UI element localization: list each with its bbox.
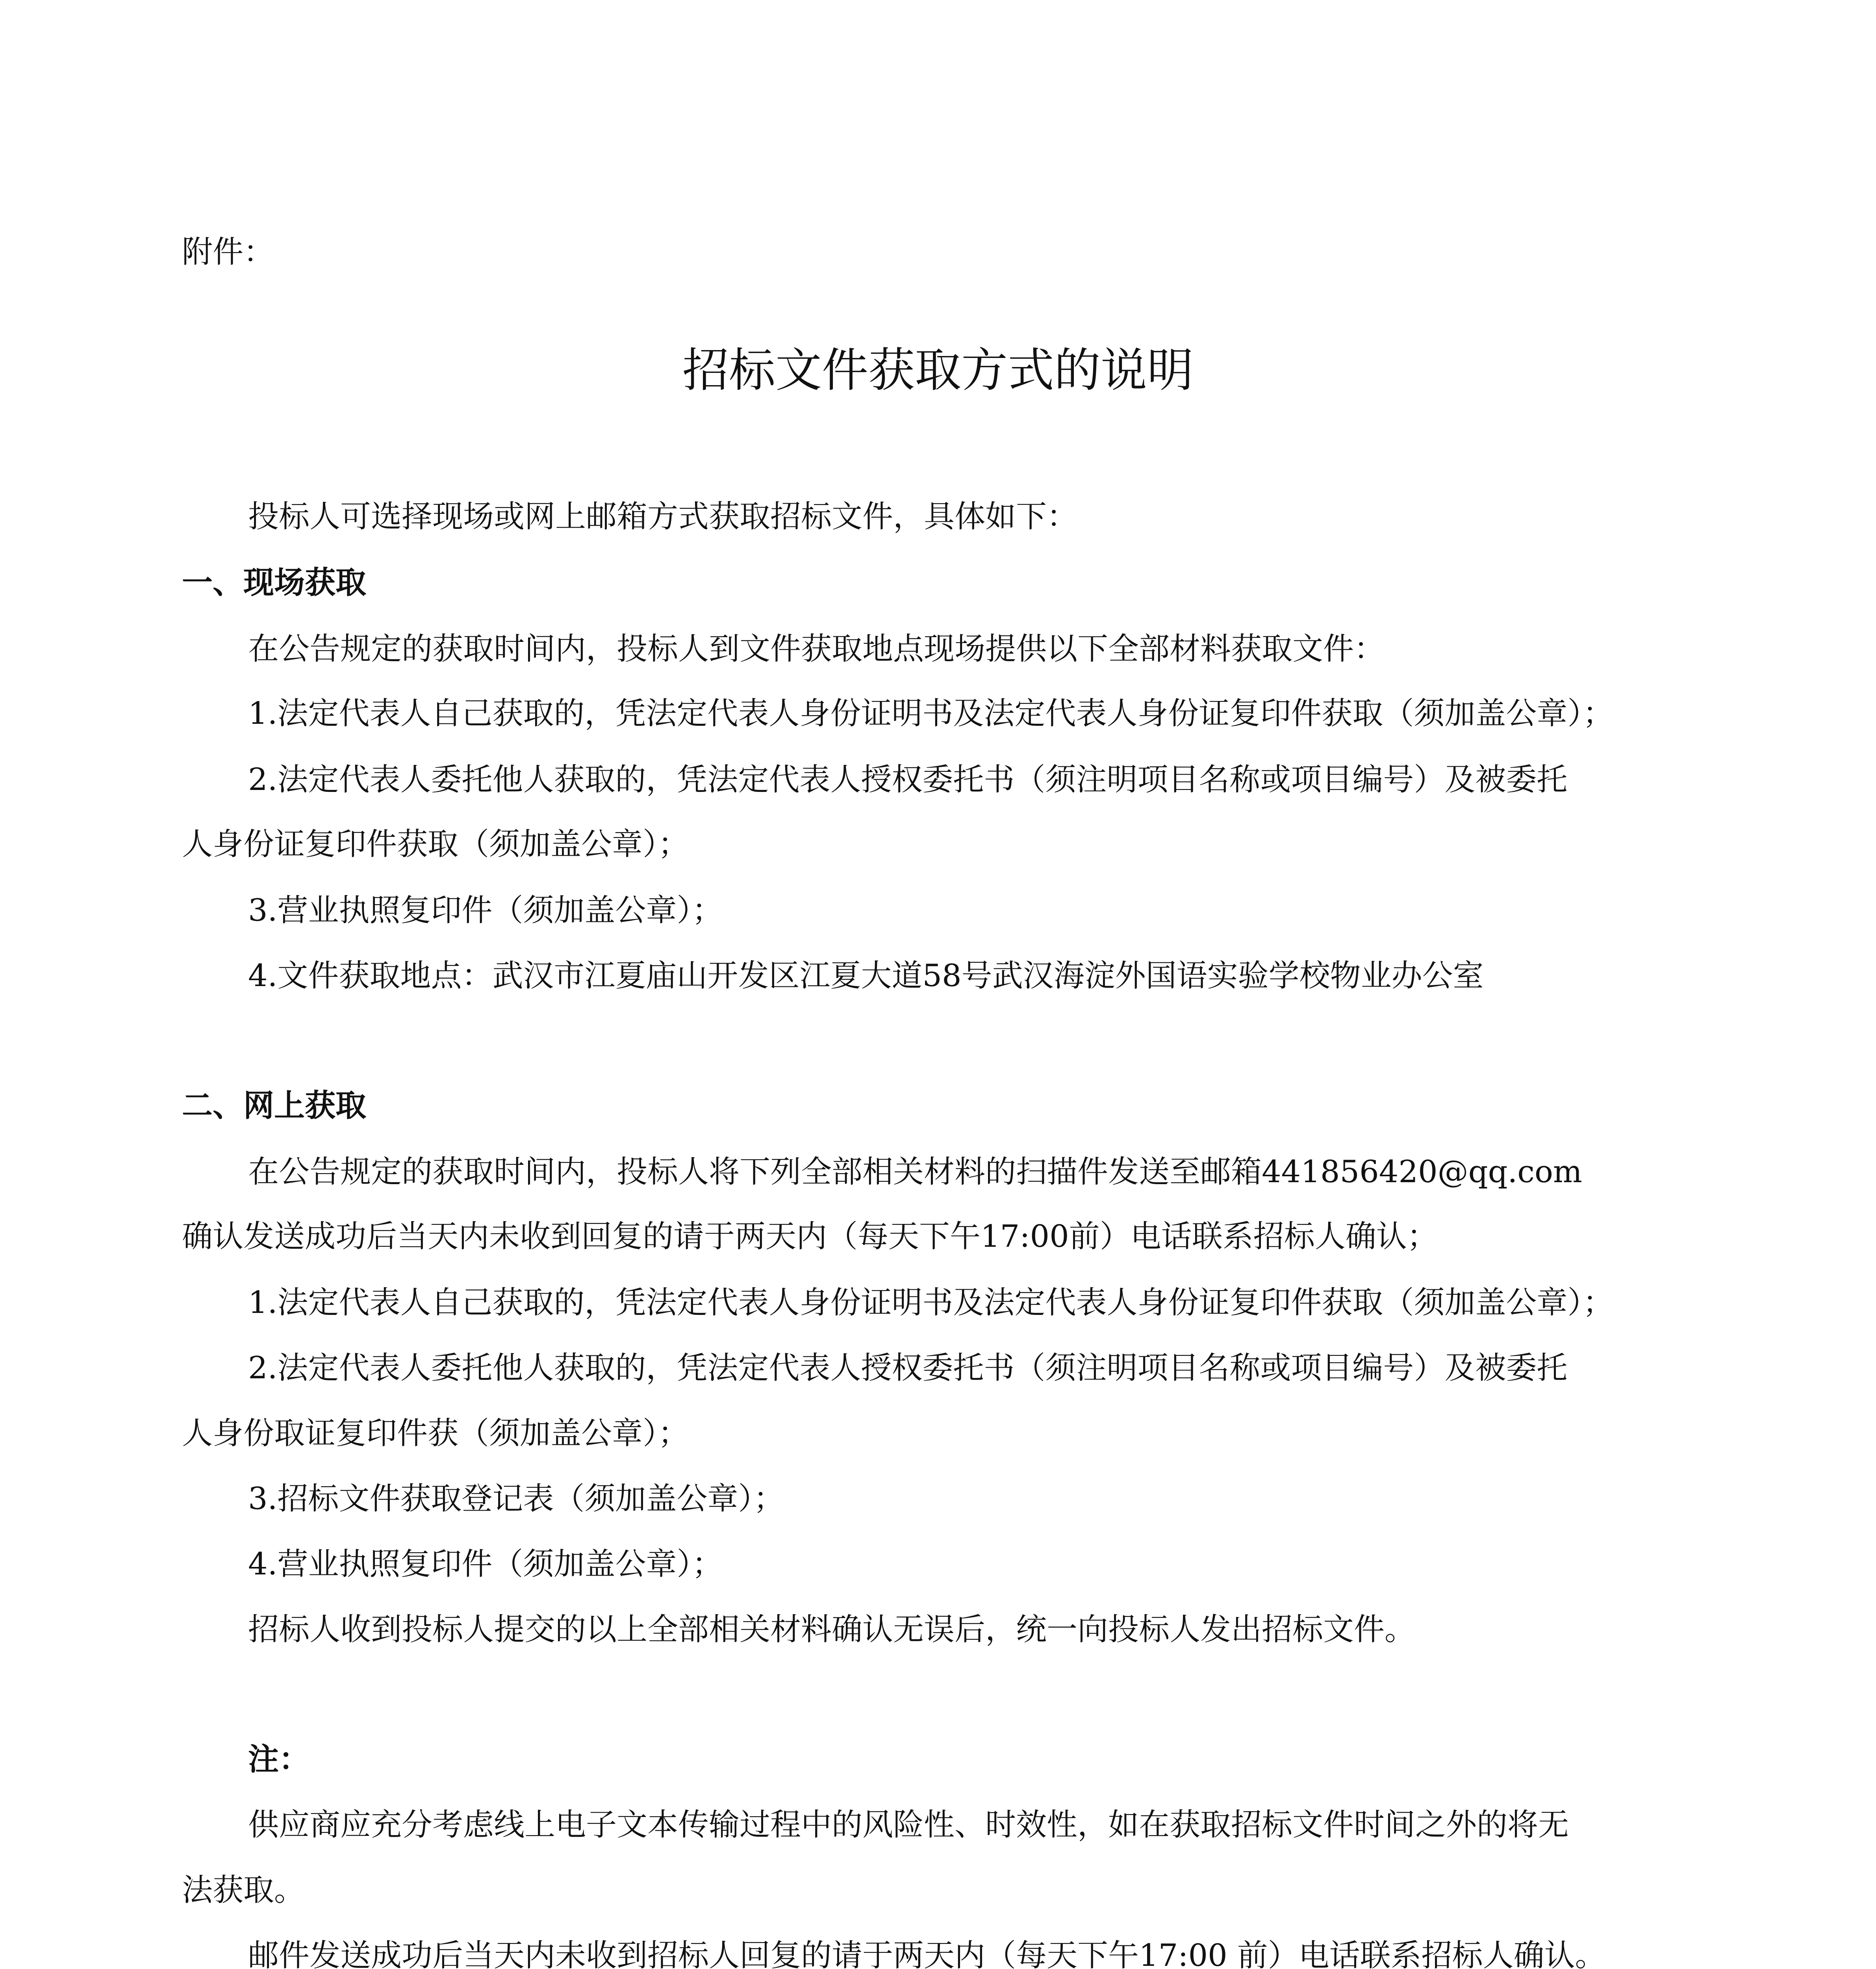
section-onsite-lead: 在公告规定的获取时间内，投标人到文件获取地点现场提供以下全部材料获取文件： (248, 631, 1385, 667)
section-onsite-item-1: 1.法定代表人自己获取的，凭法定代表人身份证明书及法定代表人身份证复印件获取（须加盖公章）； (248, 696, 1614, 731)
section-onsite-item-4: 4.文件获取地点：武汉市江夏庙山开发区江夏大道58号武汉海淀外国语实验学校物业办公室 (248, 958, 1484, 994)
section-online-heading: 二、网上获取 (182, 1088, 367, 1124)
note-1-line-1: 供应商应充分考虑线上电子文本传输过程中的风险性、时效性，如在获取招标文件时间之外的将无 (248, 1807, 1569, 1843)
section-online-item-2-line-2: 人身份取证复印件获（须加盖公章）； (182, 1416, 689, 1451)
section-online-item-1: 1.法定代表人自己获取的，凭法定代表人身份证明书及法定代表人身份证复印件获取（须加盖公章）； (248, 1285, 1614, 1320)
attachment-label: 附件： (182, 234, 274, 270)
section-onsite-heading: 一、现场获取 (182, 565, 367, 601)
section-online-item-2-line-1: 2.法定代表人委托他人获取的，凭法定代表人授权委托书（须注明项目名称或项目编号）及被委托 (248, 1350, 1568, 1386)
section-online-closing: 招标人收到投标人提交的以上全部相关材料确认无误后，统一向投标人发出招标文件。 (248, 1612, 1416, 1647)
document-title: 招标文件获取方式的说明 (682, 343, 1194, 397)
section-onsite-item-3: 3.营业执照复印件（须加盖公章）； (248, 893, 723, 928)
section-onsite-item-2-line-1: 2.法定代表人委托他人获取的，凭法定代表人授权委托书（须注明项目名称或项目编号）及被委托 (248, 762, 1568, 797)
section-online-item-3: 3.招标文件获取登记表（须加盖公章）； (248, 1481, 784, 1517)
section-online-lead-line-1: 在公告规定的获取时间内，投标人将下列全部相关材料的扫描件发送至邮箱441856420@qq.com (248, 1154, 1582, 1190)
note-1-line-2: 法获取。 (182, 1873, 305, 1908)
notes-heading: 注： (248, 1741, 310, 1777)
section-online-item-4: 4.营业执照复印件（须加盖公章）； (248, 1546, 723, 1582)
section-online-lead-line-2: 确认发送成功后当天内未收到回复的请于两天内（每天下午17:00前）电话联系招标人确认； (182, 1219, 1438, 1254)
intro-paragraph: 投标人可选择现场或网上邮箱方式获取招标文件，具体如下： (248, 499, 1078, 534)
note-2: 邮件发送成功后当天内未收到招标人回复的请于两天内（每天下午17:00 前）电话联系招标人确认。 (248, 1938, 1606, 1969)
section-onsite-item-2-line-2: 人身份证复印件获取（须加盖公章）； (182, 827, 689, 862)
